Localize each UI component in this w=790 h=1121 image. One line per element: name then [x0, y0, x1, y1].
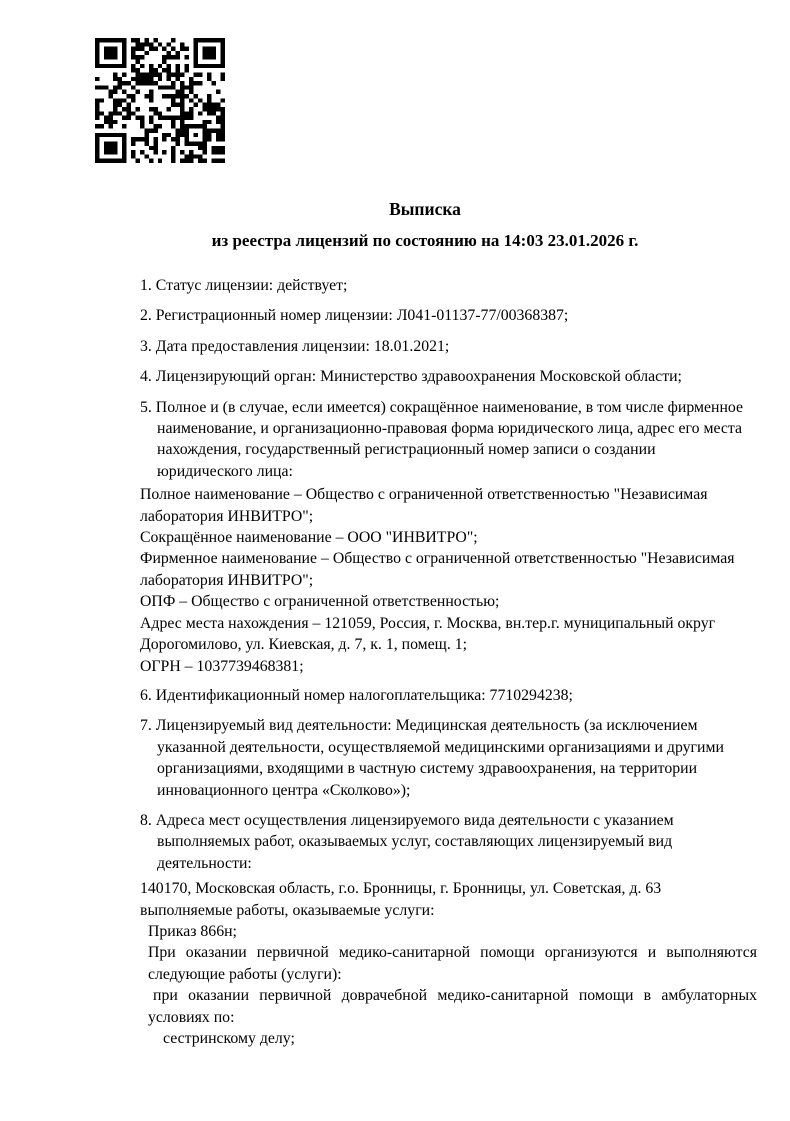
text-line: при оказании первичной доврачебной медико-санитарной помощи в амбулаторных [153, 987, 757, 1005]
text-line: Адрес места нахождения – 121059, Россия, г. Москва, вн.тер.г. муниципальный округ [140, 614, 716, 632]
page-title: Выписка [389, 199, 461, 219]
item-licensing-authority [140, 366, 757, 387]
text-line: наименование, и организационно-правовая форма юридического лица, адрес его места [157, 420, 743, 438]
text-line: 8. Адреса мест осуществления лицензируемого вида деятельности с указанием [140, 811, 674, 829]
text-line: Фирменное наименование – Общество с ограниченной ответственностью "Независимая [140, 550, 735, 568]
text-line: 140170, Московская область, г.о. Бронницы, г. Бронницы, ул. Советская, д. 63 [140, 880, 662, 898]
text-line: лаборатория ИНВИТРО"; [140, 571, 314, 589]
text-line: 7. Лицензируемый вид деятельности: Медицинская деятельность (за исключением [140, 717, 698, 735]
text-line: При оказании первичной медико-санитарной помощи организуются и выполняются [148, 944, 757, 962]
item-activity-addresses-heading [140, 810, 757, 874]
text-line: сестринскому делу; [163, 1030, 295, 1047]
text-line: 3. Дата предоставления лицензии: 18.01.2021; [140, 337, 450, 355]
text-line: организациями, входящими в частную систему здравоохранения, на территории [157, 760, 698, 778]
text-line: Сокращённое наименование – ООО "ИНВИТРО"; [140, 529, 478, 547]
text-line: 2. Регистрационный номер лицензии: Л041-01137-77/00368387; [140, 307, 569, 325]
org-details-block [140, 484, 757, 677]
item-org-names-heading [140, 397, 757, 483]
text-line: 5. Полное и (в случае, если имеется) сокращённое наименование, в том числе фирменное [140, 398, 744, 416]
text-line: лаборатория ИНВИТРО"; [140, 507, 314, 525]
text-line: Дорогомилово, ул. Киевская, д. 7, к. 1, помещ. 1; [140, 636, 468, 654]
text-line: деятельности: [157, 854, 252, 872]
item-taxpayer-number [140, 685, 757, 706]
text-line: Приказ 866н; [148, 922, 237, 940]
text-line: ОГРН – 1037739468381; [140, 657, 304, 675]
text-line: нахождения, государственный регистрационный номер записи о создании [157, 441, 656, 459]
text-line: выполняемые работы, оказываемые услуги: [140, 901, 435, 919]
text-line: 1. Статус лицензии: действует; [140, 277, 348, 294]
text-line: указанной деятельности, осуществляемой медицинскими организациями и другими [157, 738, 724, 756]
item-licensed-activity [140, 715, 757, 801]
item-registration-number [140, 305, 757, 326]
text-line: выполняемых работ, оказываемых услуг, составляющих лицензируемый вид [157, 833, 673, 851]
item-license-date [140, 336, 757, 357]
text-line: условиях по: [148, 1008, 235, 1026]
text-line: следующие работы (услуги): [148, 965, 342, 983]
works-and-services-block [140, 878, 757, 1049]
document-header [60, 197, 790, 253]
text-line: инновационного центра «Сколково»); [157, 781, 411, 799]
text-line: 6. Идентификационный номер налогоплательщика: 7710294238; [140, 686, 573, 704]
text-line: юридического лица: [157, 462, 293, 480]
document-body [140, 275, 757, 1057]
text-line: ОПФ – Общество с ограниченной ответственностью; [140, 593, 500, 611]
item-license-status [140, 275, 757, 296]
qr-code-icon [95, 38, 225, 163]
text-line: Полное наименование – Общество с ограниченной ответственностью "Независимая [140, 486, 708, 504]
text-line: 4. Лицензирующий орган: Министерство здравоохранения Московской области; [140, 368, 682, 386]
page-subtitle: из реестра лицензий по состоянию на 14:03 23.01.2026 г. [211, 231, 639, 250]
